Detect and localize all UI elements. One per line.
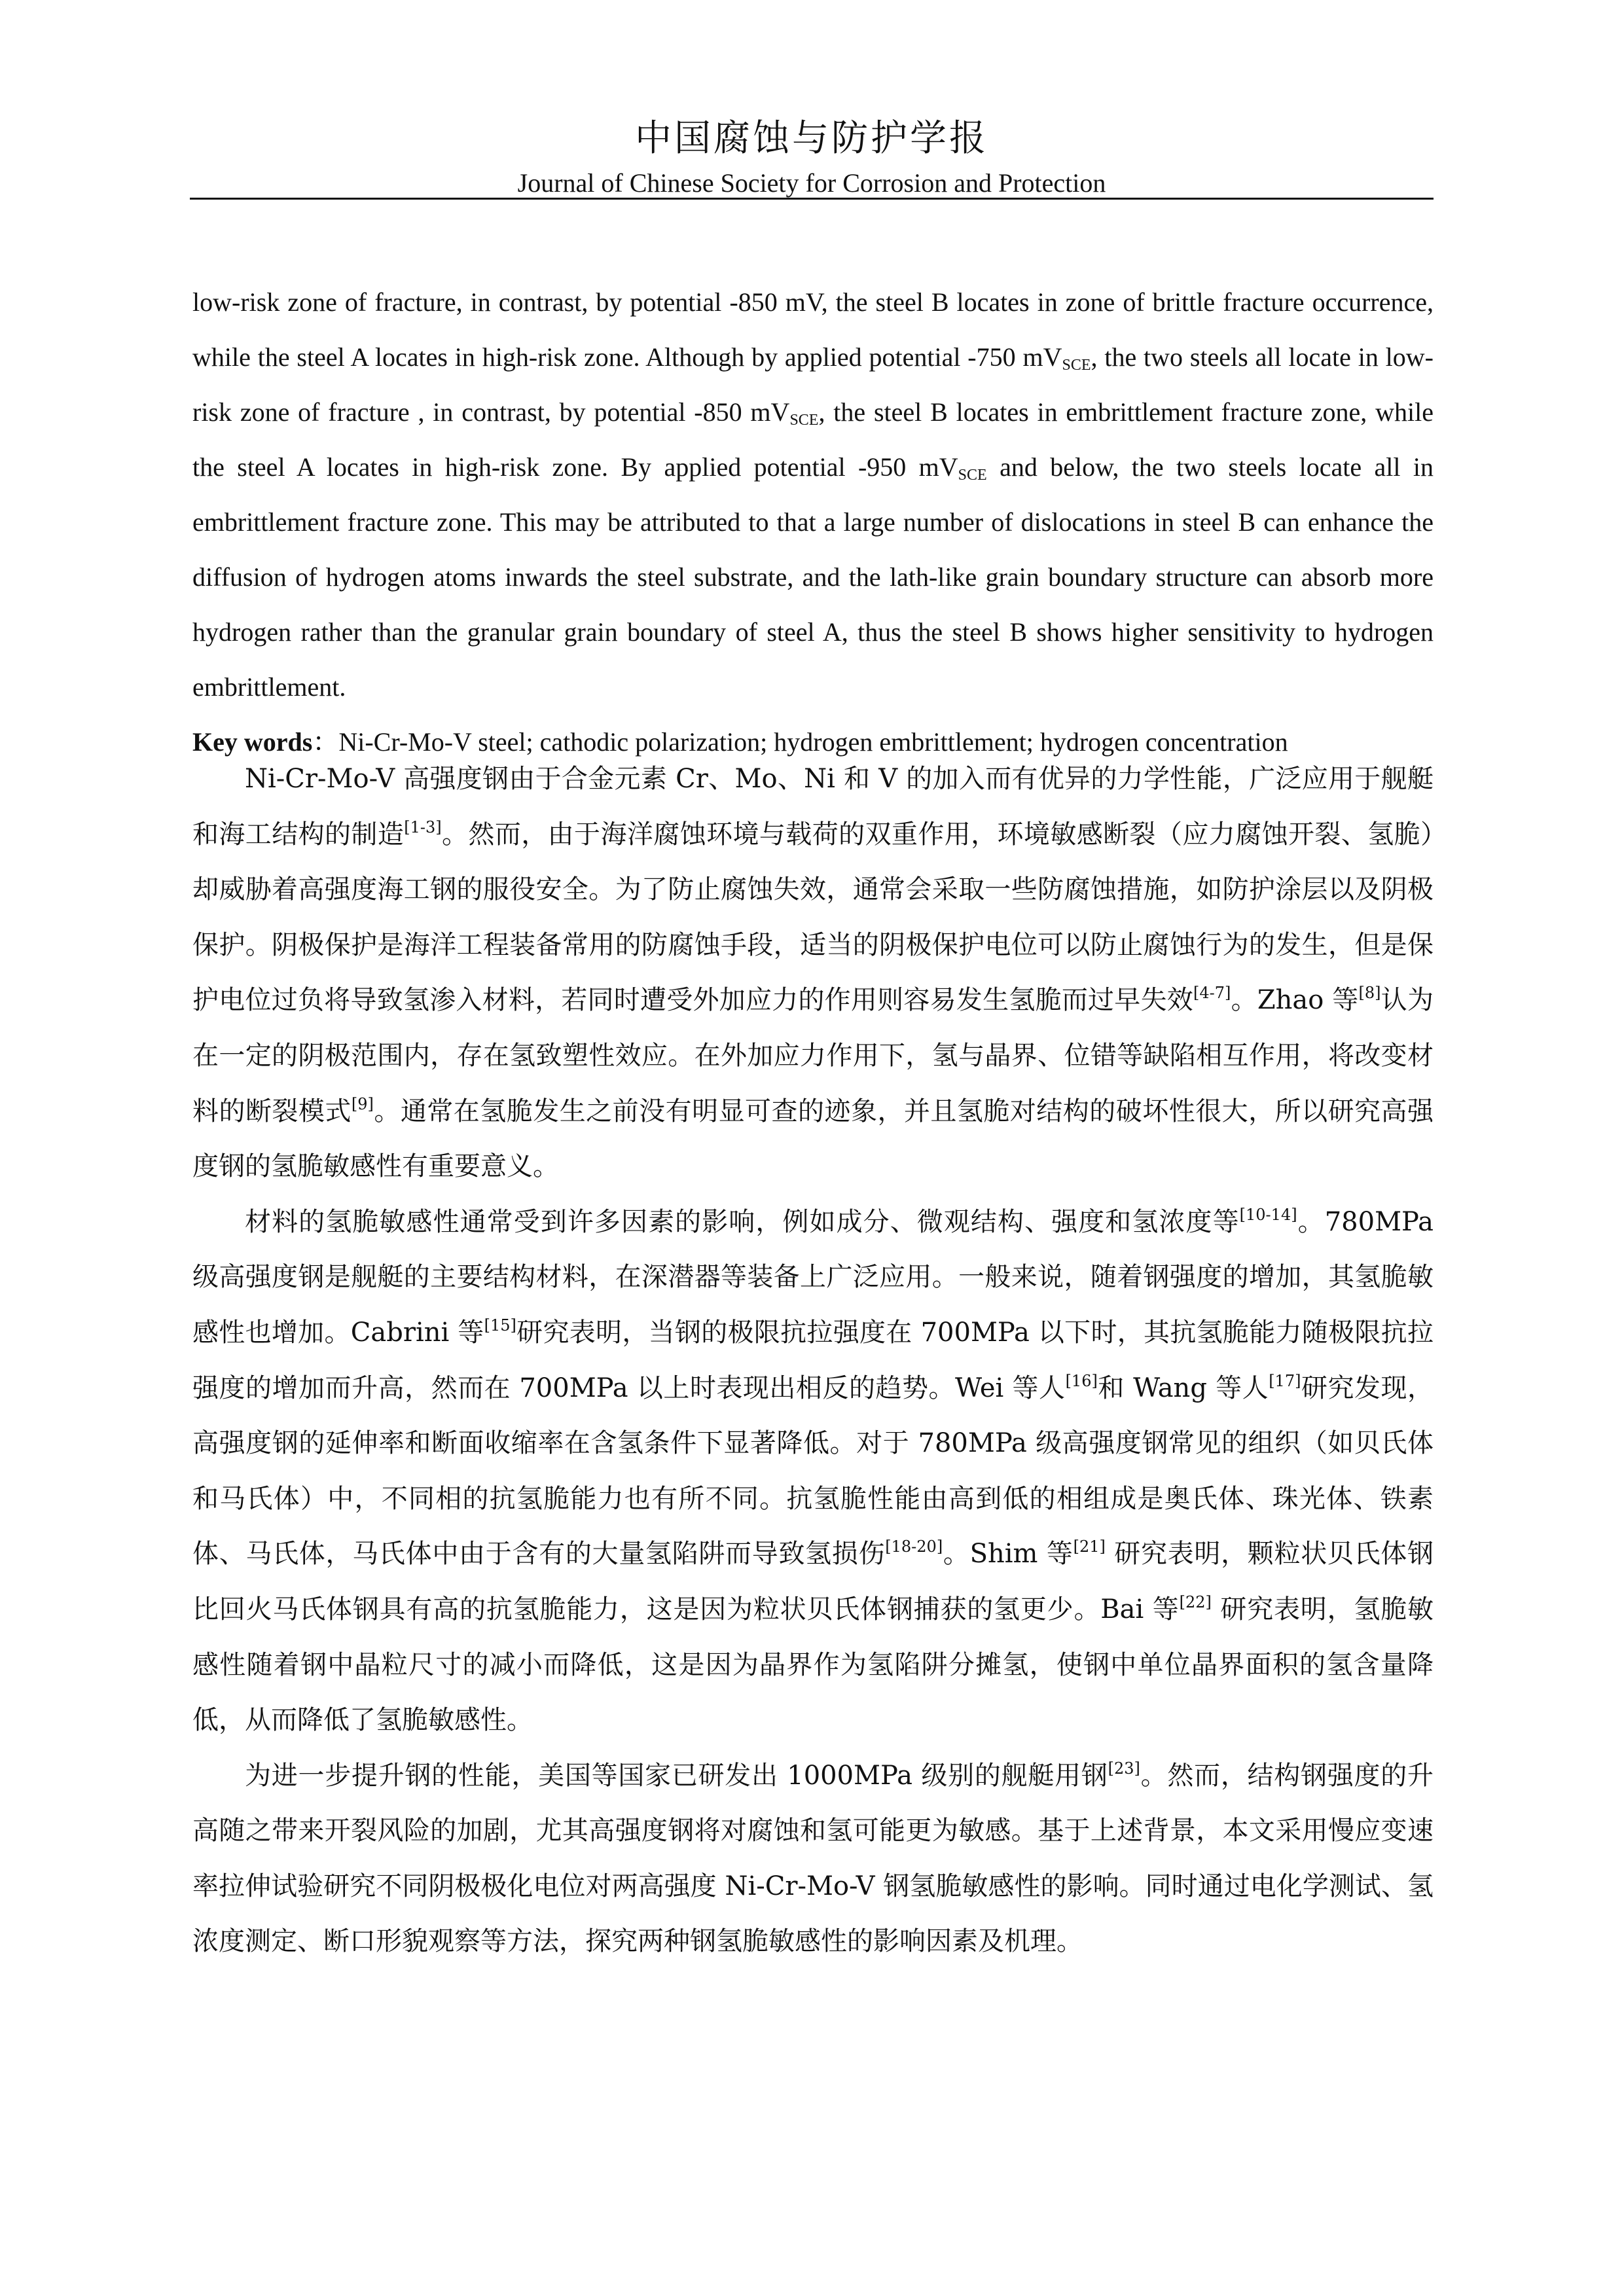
citation: [16] — [1065, 1371, 1098, 1390]
text-run: 认为在一定的阴极范围内，存在氢致塑性效应。在外加应力作用下，氢与晶界、位错等缺陷相互作用，将改变材料的断裂模式 — [192, 985, 1434, 1126]
text-run: Ni-Cr-Mo-V 高强度钢由于合金元素 Cr、Mo、Ni 和 V 的加入而有优异的力学性能，广泛应用于舰艇和海工结构的制造 — [192, 764, 1434, 850]
subscript-sce: SCE — [1062, 357, 1091, 374]
abstract-segment: , the steel B locates in embrittlement fracture zone, while the steel A locates in high-risk zone. By applied potential -950 mV — [192, 397, 1434, 482]
keywords-separator: ： — [312, 727, 339, 757]
text-run: 。780MPa 级高强度钢是舰艇的主要结构材料，在深潜器等装备上广泛应用。一般来说，随着钢强度的增加，其氢脆敏感性也增加。Cabrini 等 — [192, 1206, 1434, 1348]
text-run: 研究发现，高强度钢的延伸率和断面收缩率在含氢条件下显著降低。对于 780MPa 级高强度钢常见的组织（如贝氏体和马氏体）中，不同相的抗氢脆能力也有所不同。抗氢脆性能由高到低的相组成是奥氏体、珠光体、铁素体、马氏体，马氏体中由于含有的大量氢陷阱而导致氢损伤 — [192, 1372, 1434, 1570]
text-run: 。Shim 等 — [943, 1539, 1074, 1570]
running-header — [190, 115, 1434, 202]
paragraph-2 — [192, 1194, 1434, 1748]
journal-title-cn: 中国腐蚀与防护学报 — [635, 117, 988, 160]
paragraph-3 — [192, 1748, 1434, 1969]
subscript-sce: SCE — [789, 412, 819, 429]
text-run: 为进一步提升钢的性能，美国等国家已研发出 1000MPa 级别的舰艇用钢 — [245, 1760, 1108, 1791]
text-run: 材料的氢脆敏感性通常受到许多因素的影响，例如成分、微观结构、强度和氢浓度等 — [245, 1206, 1240, 1237]
abstract-text — [192, 275, 1434, 770]
citation: [1-3] — [404, 817, 442, 836]
citation: [21] — [1073, 1537, 1106, 1556]
abstract-segment: low-risk zone of fracture, in contrast, by potential -850 mV, the steel B locates in zone of brittle fracture occurrence, while the steel A locates in high-risk zone. Although by applied potential -750 mV — [192, 287, 1434, 372]
subscript-sce: SCE — [958, 467, 987, 484]
citation: [15] — [484, 1316, 516, 1335]
text-run: 研究表明，颗粒状贝氏体钢比回火马氏体钢具有高的抗氢脆能力，这是因为粒状贝氏体钢捕获的氢更少。Bai 等 — [192, 1539, 1434, 1624]
keywords-label: Key words — [192, 727, 313, 757]
text-run: 研究表明，氢脆敏感性随着钢中晶粒尺寸的减小而降低，这是因为晶界作为氢陷阱分摊氢，使钢中单位晶界面积的氢含量降低，从而降低了氢脆敏感性。 — [192, 1594, 1434, 1736]
citation: [10-14] — [1239, 1205, 1297, 1224]
journal-title-en: Journal of Chinese Society for Corrosion and Protection — [517, 168, 1106, 198]
keywords-list: Ni-Cr-Mo-V steel; cathodic polarization; hydrogen embrittlement; hydrogen concentration — [338, 727, 1288, 757]
paragraph-1 — [192, 751, 1434, 1194]
text-run: 。然而，结构钢强度的升高随之带来开裂风险的加剧，尤其高强度钢将对腐蚀和氢可能更为敏感。基于上述背景，本文采用慢应变速率拉伸试验研究不同阴极极化电位对两高强度 Ni-Cr-Mo-V 钢氢脆敏感性的影响。同时通过电化学测试、氢浓度测定、断口形貌观察等方法，探究两种钢氢脆敏感性的影响因素及机理。 — [192, 1760, 1434, 1957]
abstract-segment: , the two steels all locate in low-risk zone of fracture , in contrast, by potential -850 mV — [192, 342, 1434, 427]
citation: [17] — [1269, 1371, 1301, 1390]
text-run: 研究表明，当钢的极限抗拉强度在 700MPa 以下时，其抗氢脆能力随极限抗拉强度的增加而升高，然而在 700MPa 以上时表现出相反的趋势。Wei 等人 — [192, 1317, 1434, 1403]
citation: [4-7] — [1193, 984, 1231, 1003]
citation: [9] — [351, 1094, 374, 1113]
citation: [8] — [1358, 984, 1381, 1003]
citation: [23] — [1108, 1759, 1140, 1778]
text-run: 。然而，由于海洋腐蚀环境与载荷的双重作用，环境敏感断裂（应力腐蚀开裂、氢脆）却威胁着高强度海工钢的服役安全。为了防止腐蚀失效，通常会采取一些防腐蚀措施，如防护涂层以及阴极保护。阴极保护是海洋工程装备常用的防腐蚀手段，适当的阴极保护电位可以防止腐蚀行为的发生，但是保护电位过负将导致氢渗入材料，若同时遭受外加应力的作用则容易发生氢脆而过早失效 — [192, 819, 1434, 1016]
abstract-segment: and below, the two steels locate all in embrittlement fracture zone. This may be attributed to that a large number of dislocations in steel B can enhance the diffusion of hydrogen atoms inwards the steel substrate, and the lath-like grain boundary structure can absorb more hydrogen rather than the granular grain boundary of steel A, thus the steel B shows higher sensitivity to hydrogen embrittlement. — [192, 452, 1434, 702]
text-run: 。Zhao 等 — [1231, 985, 1359, 1016]
citation: [18-20] — [885, 1537, 943, 1556]
body-text — [192, 751, 1434, 1969]
header-rule — [190, 198, 1434, 200]
text-run: 。通常在氢脆发生之前没有明显可查的迹象，并且氢脆对结构的破坏性很大，所以研究高强度钢的氢脆敏感性有重要意义。 — [192, 1096, 1434, 1182]
citation: [22] — [1179, 1592, 1212, 1611]
text-run: 和 Wang 等人 — [1097, 1372, 1269, 1403]
